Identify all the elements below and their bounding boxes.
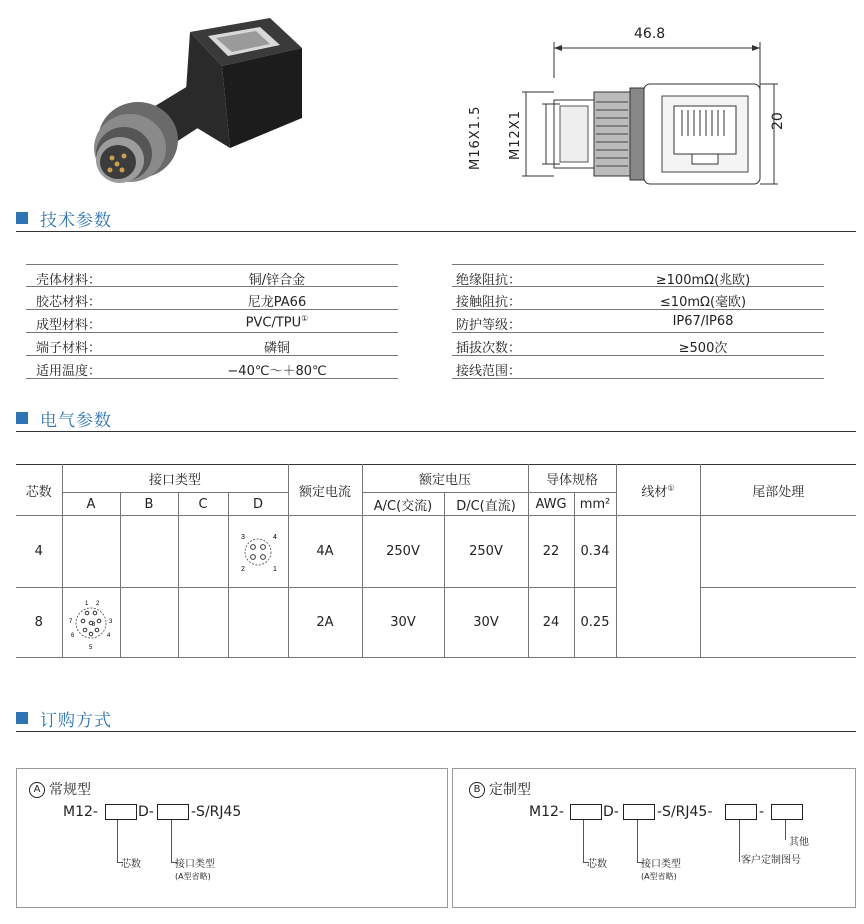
th-current: 额定电流 [288, 465, 362, 516]
dim-height: 20 [770, 112, 786, 130]
th-iface-d: D [228, 493, 288, 516]
cell-tail [700, 516, 856, 588]
th-ac: A/C(交流) [362, 493, 444, 516]
label-iface-note: (A型省略) [641, 872, 677, 881]
param-label: 绝缘阻抗： [456, 273, 522, 288]
param-label: 防护等级： [456, 318, 522, 333]
th-dc: D/C(直流) [444, 493, 528, 516]
th-iface-c: C [178, 493, 228, 516]
param-label: 适用温度： [36, 364, 102, 379]
table-row [16, 516, 856, 588]
param-row [26, 287, 398, 310]
param-row [26, 264, 398, 287]
order-b-title: 定制型 [489, 782, 531, 798]
param-label: 胶芯材料： [36, 295, 102, 310]
pin-label: 1 [85, 600, 89, 607]
label-cores: 芯数 [121, 859, 141, 870]
pin-label: 2 [96, 600, 100, 607]
section-elec-title: 电气参数 [40, 411, 112, 431]
iface-input-box [157, 804, 189, 820]
section-order-header [16, 706, 856, 732]
cell-iface-b [120, 588, 178, 658]
leader-line [583, 820, 584, 862]
cores-input-box [105, 804, 137, 820]
code-suffix: -S/RJ45 [191, 804, 242, 820]
section-marker-icon [16, 412, 28, 424]
th-conductor: 导体规格 [528, 465, 616, 493]
pin-label: 4 [107, 632, 111, 639]
section-elec-header [16, 406, 856, 432]
order-b-title-wrap [469, 779, 531, 799]
cell-awg: 24 [528, 588, 574, 658]
order-box-custom [452, 768, 856, 908]
param-value: IP67/IP68 [672, 314, 734, 329]
label-iface: 接口类型 [175, 859, 215, 870]
leader-line [117, 820, 118, 862]
circle-b-icon: B [469, 782, 485, 798]
table-row [16, 588, 856, 658]
cell-awg: 22 [528, 516, 574, 588]
code-mid: D- [603, 804, 619, 820]
pin8-diagram-icon [63, 593, 119, 653]
cell-mm2: 0.34 [574, 516, 616, 588]
cell-ac: 30V [362, 588, 444, 658]
code-prefix: M12- [63, 804, 98, 820]
section-order-title: 订购方式 [40, 711, 112, 731]
leader-line [637, 820, 638, 862]
iface-input-box [623, 804, 655, 820]
param-label: 端子材料： [36, 341, 102, 356]
section-tech-header [16, 206, 856, 232]
cell-ac: 250V [362, 516, 444, 588]
param-value: 铜/锌合金 [248, 273, 306, 288]
cell-cores: 8 [16, 588, 62, 658]
order-a-title-wrap [29, 779, 91, 799]
dim-thread-inner: M12X1 [508, 110, 523, 160]
label-custom: 客户定制图号 [741, 855, 801, 866]
th-awg: AWG [528, 493, 574, 516]
th-iface-a: A [62, 493, 120, 516]
label-iface: 接口类型 [641, 859, 681, 870]
th-iface: 接口类型 [62, 465, 288, 493]
order-box-standard [16, 768, 448, 908]
param-label: 插拔次数： [456, 341, 522, 356]
param-row [26, 356, 398, 379]
param-value: ≥500次 [678, 341, 728, 356]
cell-dc: 30V [444, 588, 528, 658]
pin-label: 3 [241, 533, 245, 541]
code-dash: - [759, 804, 765, 820]
cell-mm2: 0.25 [574, 588, 616, 658]
param-row [452, 310, 824, 333]
leader-line [171, 820, 172, 862]
cell-iface-a [62, 516, 120, 588]
leader-line [739, 820, 740, 862]
param-value: 磷铜 [263, 341, 290, 356]
param-label: 成型材料： [36, 318, 102, 333]
param-label: 壳体材料： [36, 273, 102, 288]
section-tech-title: 技术参数 [40, 211, 112, 231]
th-iface-b: B [120, 493, 178, 516]
cell-iface-d [228, 516, 288, 588]
pin-label: 4 [273, 533, 277, 541]
pin-label: 7 [69, 618, 73, 625]
footnote-mark: ① [301, 314, 309, 323]
pin-label: 6 [71, 632, 75, 639]
param-value-wrap [156, 314, 398, 330]
pin-label: 1 [273, 565, 277, 573]
leader-line [785, 820, 786, 840]
pin-label: 8 [92, 621, 96, 628]
label-other: 其他 [789, 837, 809, 848]
label-iface-note: (A型省略) [175, 872, 211, 881]
cell-iface-c [178, 516, 228, 588]
tech-params-left [26, 264, 398, 379]
cell-tail [700, 588, 856, 658]
code-prefix: M12- [529, 804, 564, 820]
code-mid: D- [138, 804, 154, 820]
param-row [26, 333, 398, 356]
cell-cores: 4 [16, 516, 62, 588]
param-value: ≥100mΩ(兆欧) [655, 273, 751, 288]
dimension-drawing [462, 18, 792, 198]
cell-current: 4A [288, 516, 362, 588]
param-row [452, 264, 824, 287]
code-suffix: -S/RJ45- [657, 804, 713, 820]
other-input-box [771, 804, 803, 820]
param-row [452, 356, 824, 379]
th-voltage: 额定电压 [362, 465, 528, 493]
order-a-title: 常规型 [49, 782, 91, 798]
cell-iface-c [178, 588, 228, 658]
dim-width: 46.8 [634, 26, 666, 42]
param-value: PVC/TPU [245, 315, 302, 331]
label-cores: 芯数 [587, 859, 607, 870]
cell-wire [616, 516, 700, 658]
cell-current: 2A [288, 588, 362, 658]
param-value: ≤10mΩ(毫欧) [659, 295, 747, 310]
section-marker-icon [16, 712, 28, 724]
cell-iface-d [228, 588, 288, 658]
product-photo [80, 10, 330, 200]
electrical-table [16, 464, 856, 658]
th-wire [616, 465, 700, 516]
th-tail: 尾部处理 [700, 465, 856, 516]
th-mm2: mm² [574, 493, 616, 516]
param-row [452, 287, 824, 310]
pin-label: 2 [241, 565, 245, 573]
tech-params-right [452, 264, 824, 379]
pin-label: 3 [109, 618, 113, 625]
cores-input-box [570, 804, 602, 820]
param-label: 接线范围： [456, 364, 522, 379]
cell-dc: 250V [444, 516, 528, 588]
footnote-mark: ① [667, 483, 675, 493]
param-row [452, 333, 824, 356]
pin4-diagram-icon [233, 527, 283, 577]
pin-label: 5 [89, 644, 93, 651]
param-value: −40℃～＋80℃ [227, 364, 327, 379]
cell-iface-b [120, 516, 178, 588]
section-marker-icon [16, 212, 28, 224]
dim-thread-outer: M16X1.5 [468, 105, 483, 170]
th-wire-label: 线材 [641, 484, 668, 500]
param-label: 接触阻抗： [456, 295, 522, 310]
param-value: 尼龙PA66 [247, 295, 307, 310]
circle-a-icon: A [29, 782, 45, 798]
cell-iface-a [62, 588, 120, 658]
param-row [26, 310, 398, 333]
custom-drawing-input-box [725, 804, 757, 820]
th-cores: 芯数 [16, 465, 62, 516]
